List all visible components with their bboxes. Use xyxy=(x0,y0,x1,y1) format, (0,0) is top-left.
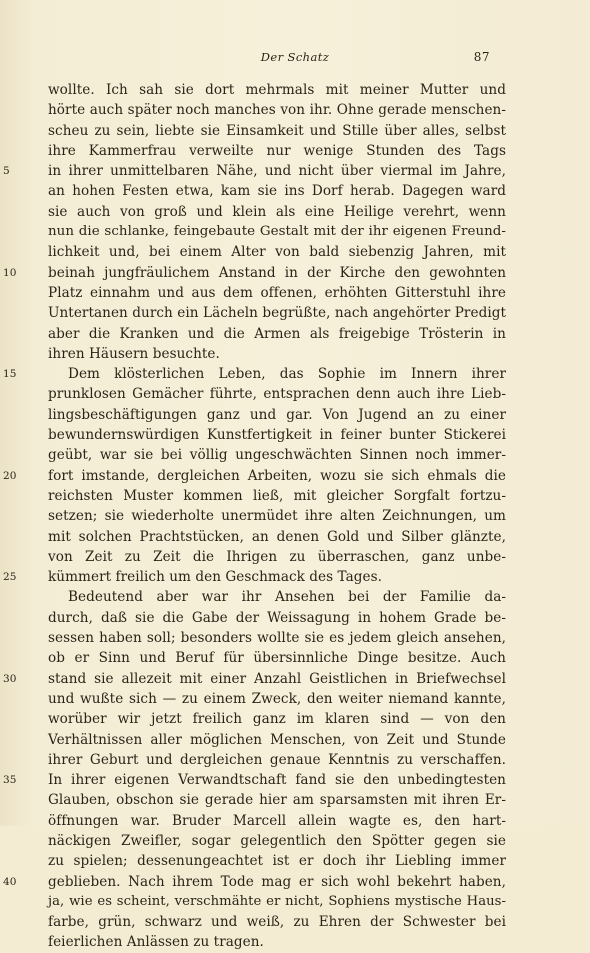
line-text: von Zeit zu Zeit die Ihrigen zu überraschen, ganz unbe- xyxy=(48,548,506,565)
text-line xyxy=(48,242,506,262)
text-line xyxy=(48,222,506,242)
text-line xyxy=(48,851,506,871)
line-text: nun die schlanke, feingebaute Gestalt mit der ihr eigenen Freund- xyxy=(48,224,506,240)
line-text: Bedeutend aber war ihr Ansehen bei der Familie da- xyxy=(68,589,506,606)
line-text: ihrer Geburt und dergleichen genaue Kenntnis zu verschaffen. xyxy=(48,751,506,768)
line-text: näckigen Zweifler, sogar gelegentlich den Spötter gegen sie xyxy=(48,832,506,849)
text-line xyxy=(48,181,506,201)
line-text: beinah jungfräulichem Anstand in der Kirche den gewohnten xyxy=(48,264,506,281)
running-title: Der Schatz xyxy=(260,50,330,64)
text-line xyxy=(48,80,506,100)
line-text: geblieben. Nach ihrem Tode mag er sich wohl bekehrt haben, xyxy=(48,873,506,890)
line-text: Verhältnissen aller möglichen Menschen, von Zeit und Stunde xyxy=(48,731,506,748)
line-text: scheu zu sein, liebte sie Einsamkeit und Stille über alles, selbst xyxy=(48,122,506,139)
line-text: lichkeit und, bei einem Alter von bald siebenzig Jahren, mit xyxy=(48,244,506,261)
line-text: ihren Häusern besuchte. xyxy=(48,345,220,362)
text-line xyxy=(48,648,506,668)
text-line xyxy=(48,811,506,831)
line-text: feierlichen Anlässen zu tragen. xyxy=(48,934,264,951)
line-text: ja, wie es scheint, verschmähte er nicht, Sophiens mystische Haus- xyxy=(48,893,506,909)
line-text: Platz einnahm und aus dem offenen, erhöhten Gitterstuhl ihre xyxy=(48,284,506,301)
line-text: setzen; sie wiederholte unermüdet ihre alten Zeichnungen, um xyxy=(48,508,506,525)
line-text: sie auch von groß und klein als eine Heilige verehrt, wenn xyxy=(48,203,506,220)
line-text: in ihrer unmittelbaren Nähe, und nicht über viermal im Jahre, xyxy=(48,163,506,180)
text-line xyxy=(48,628,506,648)
text-line xyxy=(48,384,506,404)
line-text: sessen haben soll; besonders wollte sie es jedem gleich ansehen, xyxy=(48,630,506,647)
line-text: fort imstande, dergleichen Arbeiten, wozu sie sich ehmals die xyxy=(48,467,506,484)
page-number: 87 xyxy=(473,50,490,64)
line-text: reichsten Muster kommen ließ, mit gleicher Sorgfalt fortzu- xyxy=(48,487,506,504)
text-line xyxy=(3,466,506,486)
text-line xyxy=(48,912,506,932)
text-line xyxy=(48,202,506,222)
text-line xyxy=(48,344,506,364)
text-line xyxy=(48,324,506,344)
text-line xyxy=(48,689,506,709)
text-line xyxy=(48,608,506,628)
page-header xyxy=(0,50,590,68)
line-text: geübt, war sie bei völlig ungeschwächten Sinnen noch immer- xyxy=(48,447,506,464)
line-text: Untertanen durch ein Lächeln begrüßte, nach angehörter Predigt xyxy=(48,305,506,322)
line-text: farbe, grün, schwarz und weiß, zu Ehren der Schwester bei xyxy=(48,914,506,931)
line-number: 20 xyxy=(3,469,17,482)
line-text: ihre Kammerfrau verweilte nur wenige Stunden des Tags xyxy=(48,142,506,159)
line-text: Glauben, obschon sie gerade hier am sparsamsten mit ihren Er- xyxy=(48,792,506,809)
line-text: aber die Kranken und die Armen als freigebige Trösterin in xyxy=(48,325,506,342)
line-text: durch, daß sie die Gabe der Weissagung in hohem Grade be- xyxy=(48,609,506,626)
text-line xyxy=(48,831,506,851)
body-text xyxy=(3,80,506,953)
line-number: 30 xyxy=(3,672,17,685)
text-line xyxy=(48,405,506,425)
line-number: 40 xyxy=(3,875,17,888)
line-number: 5 xyxy=(3,165,10,178)
text-line xyxy=(3,161,506,181)
text-line xyxy=(3,669,506,689)
line-text: an hohen Festen etwa, kam sie ins Dorf herab. Dagegen ward xyxy=(48,183,506,200)
text-line xyxy=(48,506,506,526)
line-text: und wußte sich — zu einem Zweck, den weiter niemand kannte, xyxy=(48,690,506,707)
line-text: mit solchen Prachtstücken, an denen Gold und Silber glänzte, xyxy=(48,528,506,545)
text-line xyxy=(48,527,506,547)
line-text: wollte. Ich sah sie dort mehrmals mit meiner Mutter und xyxy=(48,82,506,98)
text-line xyxy=(3,770,506,790)
text-line xyxy=(3,263,506,283)
text-line xyxy=(48,141,506,161)
text-line xyxy=(48,730,506,750)
line-text: öffnungen war. Bruder Marcell allein wagte es, den hart- xyxy=(48,812,506,829)
text-line xyxy=(48,283,506,303)
line-number: 25 xyxy=(3,571,17,584)
text-line xyxy=(48,121,506,141)
text-line xyxy=(48,303,506,323)
text-line xyxy=(48,750,506,770)
line-number: 35 xyxy=(3,774,17,787)
line-number: 10 xyxy=(3,266,17,279)
text-line xyxy=(48,425,506,445)
line-text: hörte auch später noch manches von ihr. Ohne gerade menschen- xyxy=(48,102,506,119)
line-text: stand sie allezeit mit einer Anzahl Geistlichen in Briefwechsel xyxy=(48,670,506,687)
line-text: prunklosen Gemächer führte, entsprachen denn auch ihre Lieb- xyxy=(48,386,506,403)
text-line xyxy=(48,100,506,120)
line-text: lingsbeschäftigungen ganz und gar. Von Jugend an zu einer xyxy=(48,406,506,423)
text-line xyxy=(48,790,506,810)
line-number: 15 xyxy=(3,368,17,381)
text-line xyxy=(48,932,506,952)
text-line xyxy=(48,892,506,912)
text-line xyxy=(3,364,506,384)
line-text: ob er Sinn und Beruf für übersinnliche Dinge besitze. Auch xyxy=(48,650,506,667)
text-line xyxy=(48,709,506,729)
text-line xyxy=(48,547,506,567)
line-text: worüber wir jetzt freilich ganz im klaren sind — von den xyxy=(48,711,506,728)
line-text: bewundernswürdigen Kunstfertigkeit in feiner bunter Stickerei xyxy=(48,427,506,444)
text-line xyxy=(48,587,506,607)
line-text: In ihrer eigenen Verwandtschaft fand sie den unbedingtesten xyxy=(48,772,506,789)
line-text: zu spielen; dessenungeachtet ist er doch ihr Liebling immer xyxy=(48,853,506,870)
text-line xyxy=(48,445,506,465)
text-line xyxy=(3,872,506,892)
line-text: Dem klösterlichen Leben, das Sophie im Innern ihrer xyxy=(68,366,506,383)
text-line xyxy=(3,567,506,587)
line-text: kümmert freilich um den Geschmack des Tages. xyxy=(48,569,383,586)
text-line xyxy=(48,486,506,506)
